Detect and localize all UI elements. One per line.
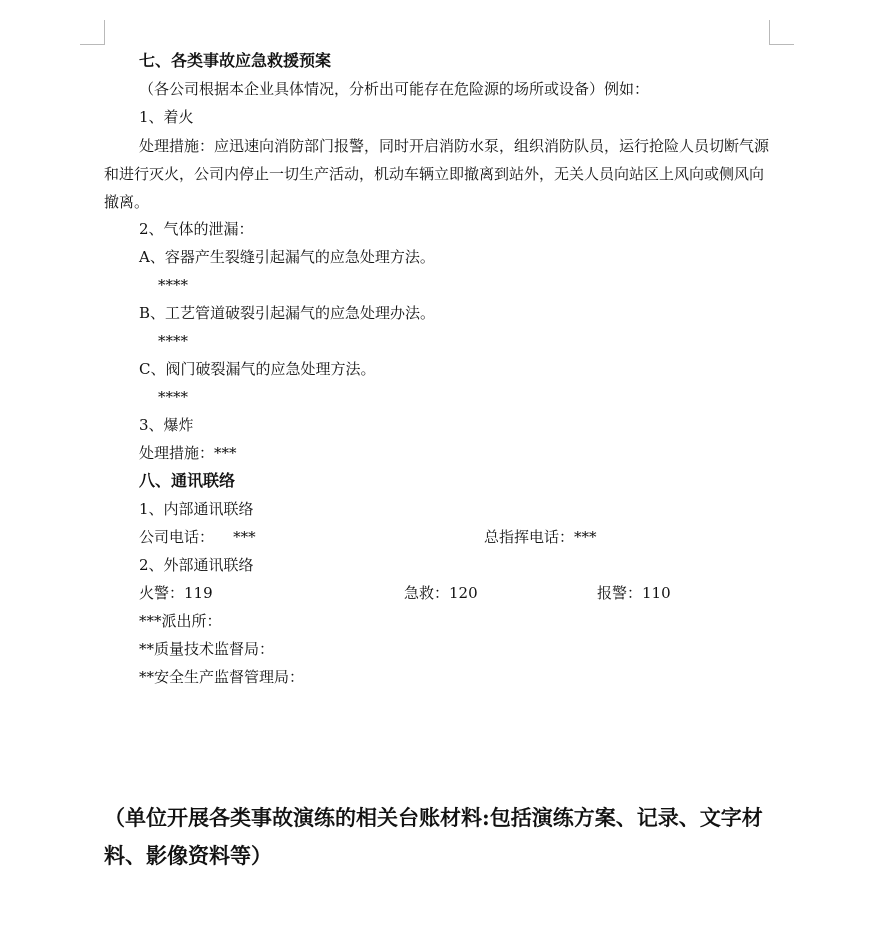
fire-measures: 处理措施：应迅速向消防部门报警，同时开启消防水泵，组织消防队员，运行抢险人员切断气源和进行灭火，公司内停止一切生产活动，机动车辆立即撤离到站外，无关人员向站区上风向或侧风向撤离。 xyxy=(104,137,770,211)
section-7-heading: 七、各类事故应急救援预案 xyxy=(139,51,332,70)
section-8-heading: 八、通讯联络 xyxy=(139,471,236,490)
police-station-contact: ***派出所： xyxy=(139,612,222,630)
fire-title: 1、着火 xyxy=(139,108,194,126)
company-phone: 公司电话： *** xyxy=(139,528,256,546)
page-corner-mark-top-right xyxy=(769,20,794,45)
explosion-title: 3、爆炸 xyxy=(139,416,194,434)
gas-leak-item-b-detail: **** xyxy=(158,332,188,350)
gas-leak-item-c-detail: **** xyxy=(158,388,188,406)
external-communication-title: 2、外部通讯联络 xyxy=(139,556,254,574)
drill-records-note: （单位开展各类事故演练的相关台账材料:包括演练方案、记录、文字材料、影像资料等） xyxy=(104,805,763,868)
gas-leak-item-b: B、工艺管道破裂引起漏气的应急处理办法。 xyxy=(139,304,436,322)
safety-bureau-contact: **安全生产监督管理局： xyxy=(139,668,305,686)
ambulance-number: 急救：120 xyxy=(404,584,478,602)
fire-alarm-number: 火警：119 xyxy=(139,584,213,602)
internal-communication-title: 1、内部通讯联络 xyxy=(139,500,254,518)
section-7-intro: （各公司根据本企业具体情况，分析出可能存在危险源的场所或设备）例如： xyxy=(139,80,650,98)
gas-leak-item-c: C、阀门破裂漏气的应急处理方法。 xyxy=(139,360,376,378)
police-number: 报警：110 xyxy=(597,584,671,602)
quality-bureau-contact: **质量技术监督局： xyxy=(139,640,275,658)
gas-leak-item-a-detail: **** xyxy=(158,276,188,294)
gas-leak-title: 2、气体的泄漏： xyxy=(139,220,254,238)
page-corner-mark-top-left xyxy=(80,20,105,45)
commander-phone: 总指挥电话：*** xyxy=(484,528,597,546)
explosion-measures: 处理措施：*** xyxy=(139,444,237,462)
gas-leak-item-a: A、容器产生裂缝引起漏气的应急处理方法。 xyxy=(139,248,435,266)
